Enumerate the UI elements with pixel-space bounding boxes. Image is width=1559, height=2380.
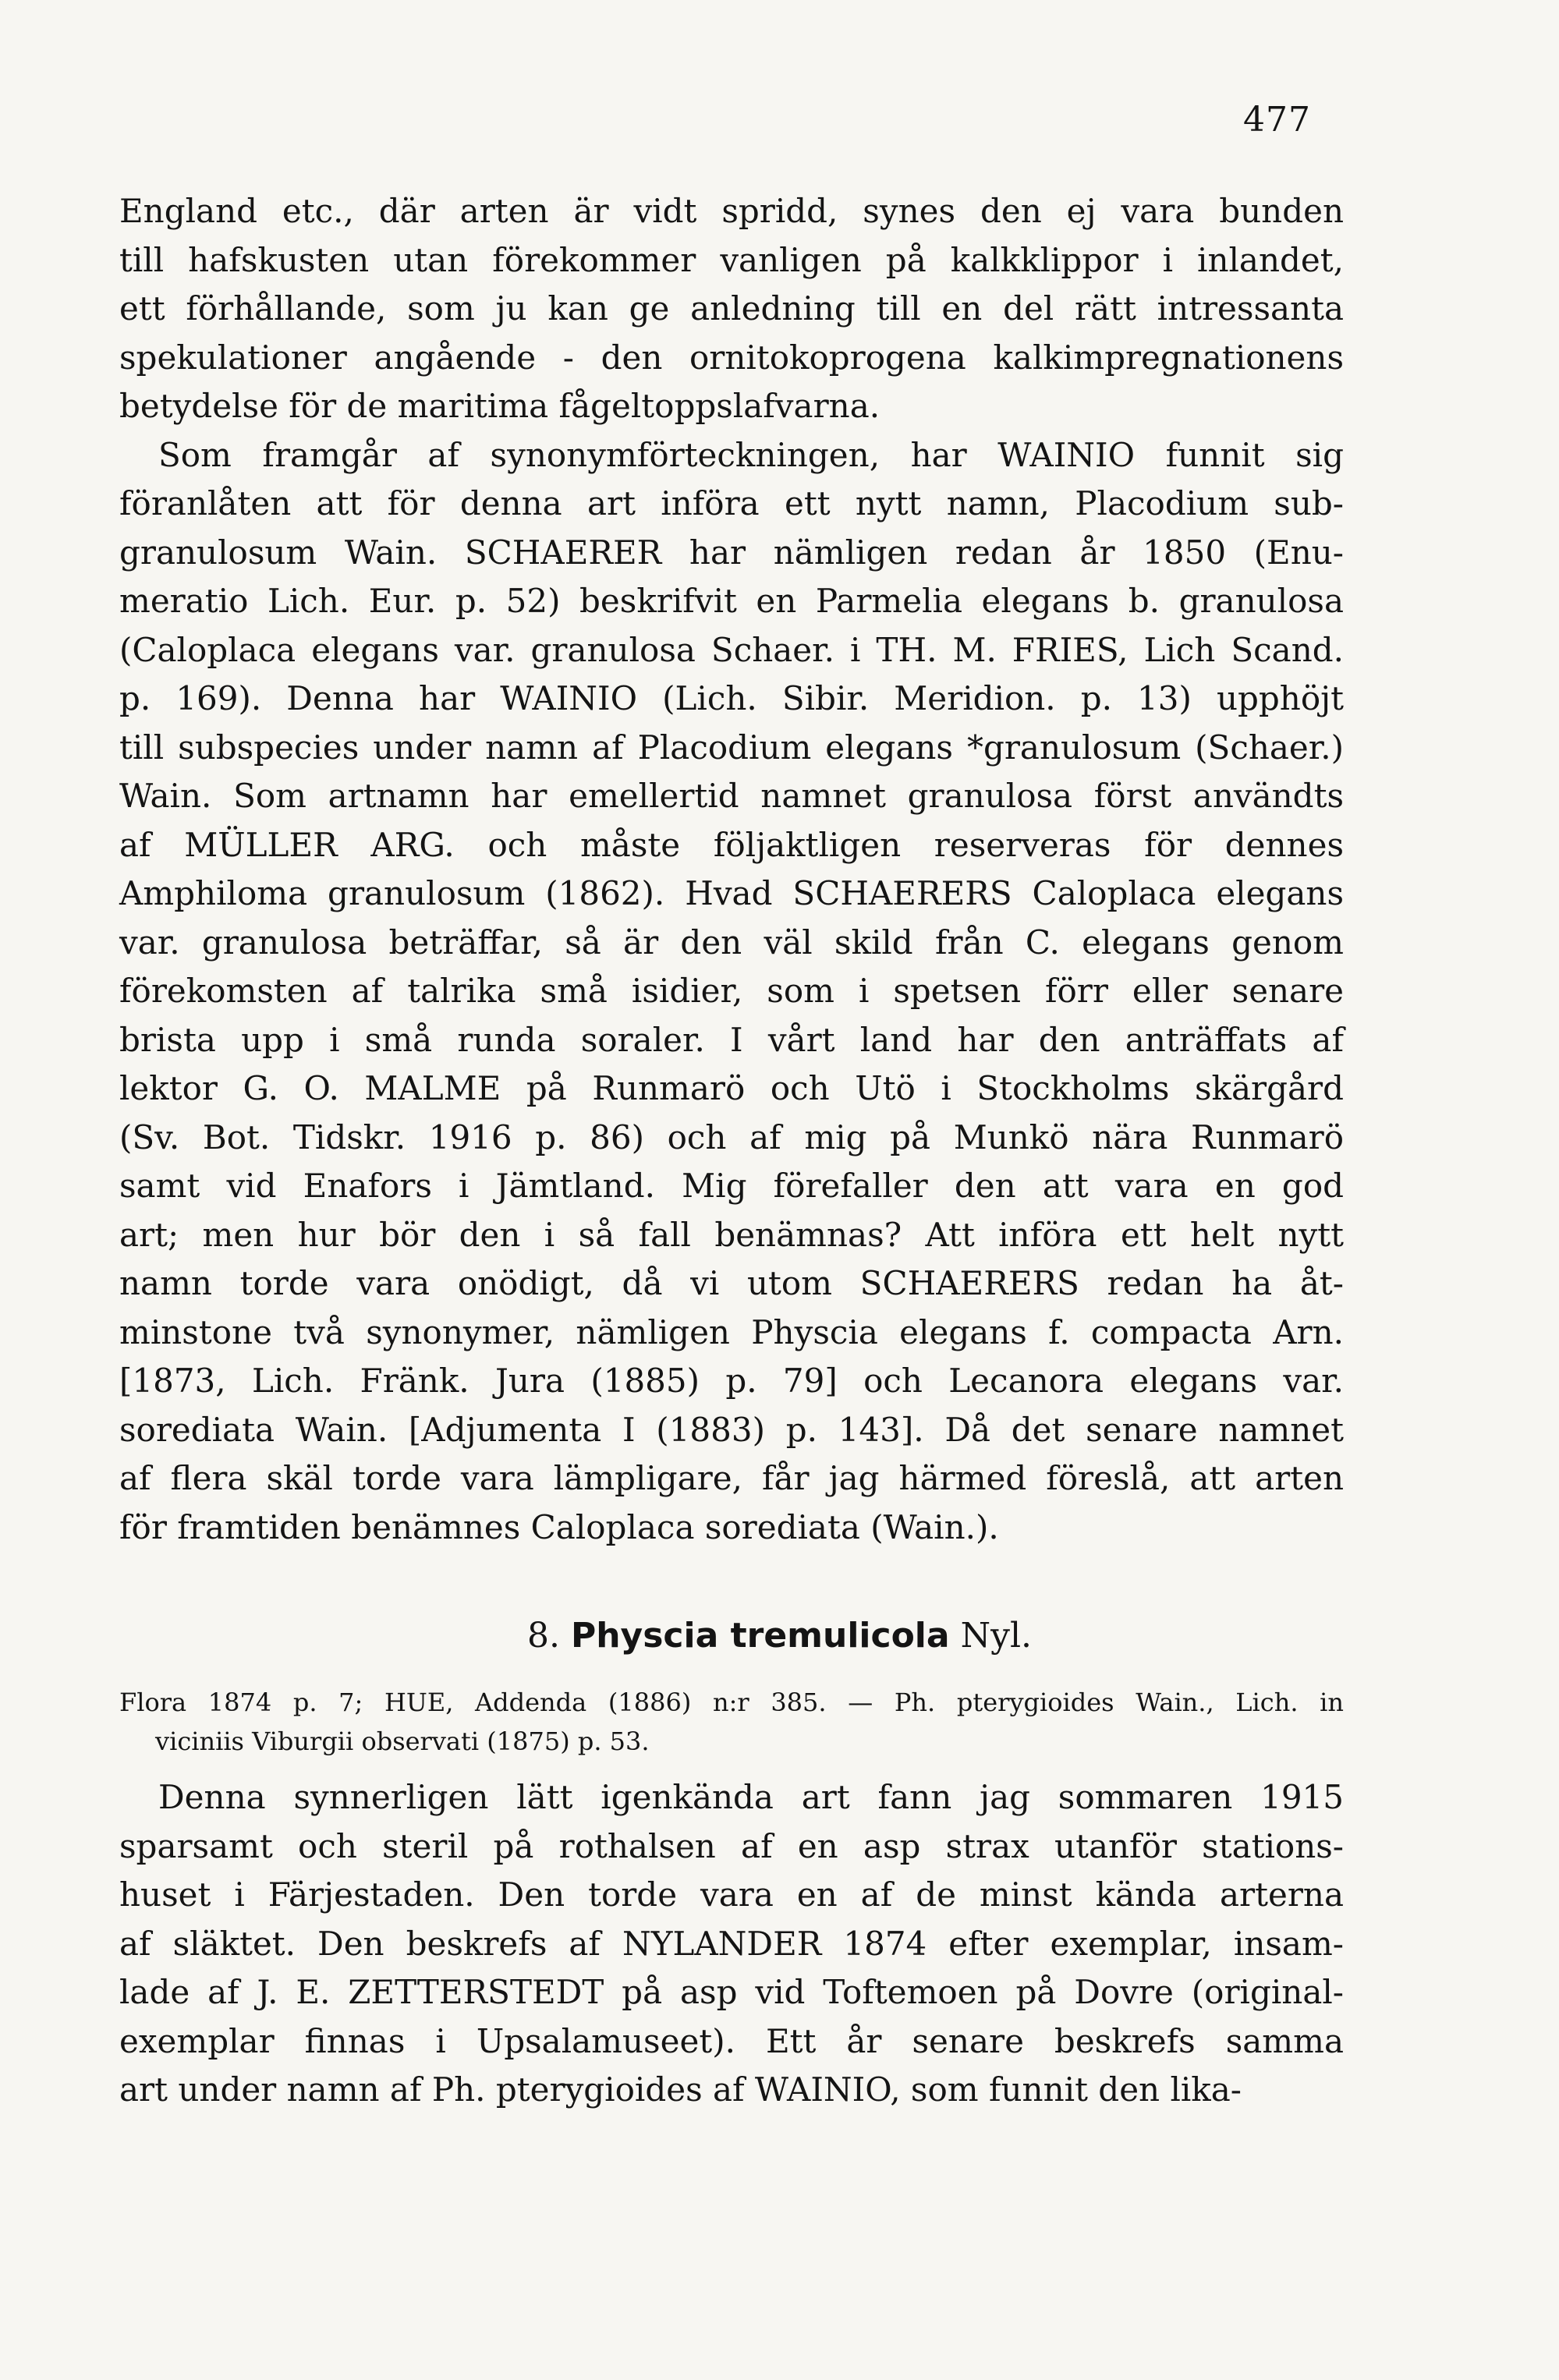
text-line: till subspecies under namn af Placodium elegans *granulosum (Schaer.) [119,728,1344,767]
references [119,1683,1344,1761]
text-line: granulosum Wain. SCHAERER har nämligen redan år 1850 (Enu- [119,533,1344,572]
text-line: [1873, Lich. Fränk. Jura (1885) p. 79] och Lecanora elegans var. [119,1362,1344,1400]
text-line: af släktet. Den beskrefs af NYLANDER 1874 efter exemplar, insam- [119,1924,1344,1963]
text-line: art; men hur bör den i så fall benämnas? Att införa ett helt nytt [119,1215,1344,1254]
text-line: minstone två synonymer, nämligen Physcia elegans f. compacta Arn. [119,1312,1344,1351]
species-author: Nyl. [960,1616,1033,1656]
text-line: brista upp i små runda soraler. I vårt land har den anträffats af [119,1020,1344,1059]
text-line: samt vid Enafors i Jämtland. Mig förefaller den att vara en god [119,1167,1344,1205]
text-line: Amphiloma granulosum (1862). Hvad SCHAERERS Caloplaca elegans [119,874,1344,912]
text-line: ett förhållande, som ju kan ge anledning till en del rätt intressanta [119,289,1344,328]
text-line: sorediata Wain. [Adjumenta I (1883) p. 143]. Då det senare namnet [119,1410,1344,1449]
species-heading [0,1613,1559,1659]
text-line: (Sv. Bot. Tidskr. 1916 p. 86) och af mig på Munkö nära Runmarö [119,1117,1344,1156]
text-line: Wain. Som artnamn har emellertid namnet granulosa först användts [119,777,1344,815]
text-line: England etc., där arten är vidt spridd, synes den ej vara bunden [119,192,1344,230]
text-line: namn torde vara onödigt, då vi utom SCHAERERS redan ha åt- [119,1264,1344,1302]
text-line: var. granulosa beträffar, så är den väl skild från C. elegans genom [119,923,1344,962]
text-line: af MÜLLER ARG. och måste följaktligen reserveras för dennes [119,825,1344,864]
text-line: af flera skäl torde vara lämpligare, får jag härmed föreslå, att arten [119,1459,1344,1497]
text-line: till hafskusten utan förekommer vanligen på kalkklippor i inlandet, [119,240,1344,279]
text-line: förekomsten af talrika små isidier, som i spetsen förr eller senare [119,972,1344,1010]
text-line: sparsamt och steril på rothalsen af en asp strax utanför stations- [119,1826,1344,1865]
text-line: p. 169). Denna har WAINIO (Lich. Sibir. Meridion. p. 13) upphöjt [119,679,1344,717]
text-line: spekulationer angående - den ornitokoprogena kalkimpregnationens [119,338,1344,377]
text-line: Denna synnerligen lätt igenkända art fann jag sommaren 1915 [158,1778,1344,1816]
text-line: art under namn af Ph. pterygioides af WAINIO, som funnit den lika- [119,2070,1242,2109]
species-number: 8. [526,1616,560,1656]
text-line: exemplar finnas i Upsalamuseet). Ett år senare beskrefs samma [119,2021,1344,2060]
text-line: (Caloplaca elegans var. granulosa Schaer. i TH. M. FRIES, Lich Scand. [119,630,1344,669]
reference-line-2: viciniis Viburgii observati (1875) p. 53. [155,1727,650,1756]
text-line: huset i Färjestaden. Den torde vara en af de minst kända arterna [119,1875,1344,1914]
text-line: meratio Lich. Eur. p. 52) beskrifvit en Parmelia elegans b. granulosa [119,582,1344,620]
reference-line-1: Flora 1874 p. 7; HUE, Addenda (1886) n:r 385. — Ph. pterygioides Wain., Lich. in [119,1688,1344,1717]
paragraph-1 [119,187,1344,1552]
text-line: Som framgår af synonymförteckningen, har WAINIO funnit sig [158,435,1344,474]
text-line: lade af J. E. ZETTERSTEDT på asp vid Toftemoen på Dovre (original- [119,1973,1344,2011]
page-number: 477 [1243,100,1311,140]
text-line: lektor G. O. MALME på Runmarö och Utö i Stockholms skärgård [119,1069,1344,1107]
text-line: föranlåten att för denna art införa ett nytt namn, Placodium sub- [119,484,1344,522]
paragraph-2 [119,1773,1344,2115]
text-line: betydelse för de maritima fågeltoppslafvarna. [119,387,880,425]
species-name: Physcia tremulicola [570,1616,950,1656]
text-line: för framtiden benämnes Caloplaca sorediata (Wain.). [119,1507,999,1546]
